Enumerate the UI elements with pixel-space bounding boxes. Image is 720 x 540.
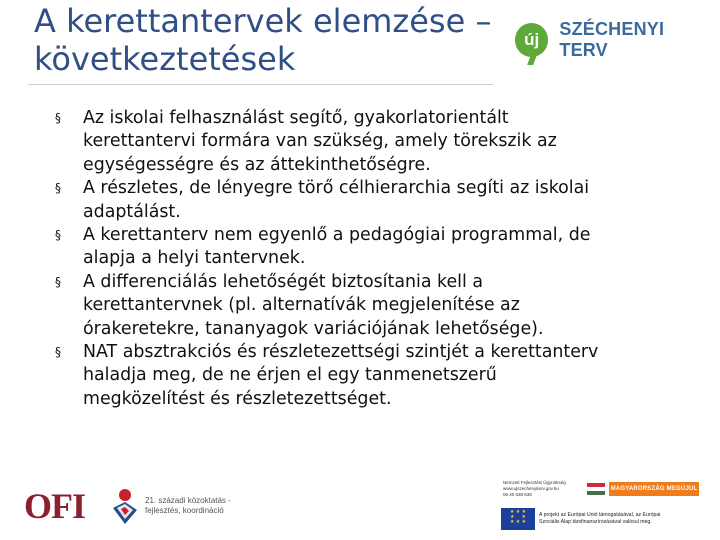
bullet-list — [55, 107, 695, 411]
bullet-line: órakeretekre, tananyagok variációjának lehetősége). — [83, 318, 544, 339]
t21-logo-text — [145, 496, 231, 516]
bullet-line: alapja a helyi tantervnek. — [83, 248, 306, 269]
eu-text-line-2: Szociális Alap társfinanszírozásával valósul meg. — [539, 519, 652, 525]
szechenyi-terv-text: SZÉCHENYI TERV — [559, 19, 665, 60]
bullet-marker-icon: § — [55, 111, 61, 125]
bullet-line: A differenciálás lehetőségét biztosítania kell a — [83, 271, 484, 292]
bullet-line: egységességre és az áttekinthetőségre. — [83, 154, 431, 175]
nfu-line-3: 06 40 638 638 — [503, 492, 532, 497]
bullet-line: kerettantervnek (pl. alternatívák megjelenítése az — [83, 295, 520, 316]
bullet-item — [55, 224, 695, 271]
t21-line-2: fejlesztés, koordináció — [145, 506, 224, 515]
bullet-line: kerettantervi formára van szükség, amely törekszik az — [83, 131, 557, 152]
ofi-logo-text: OFI — [24, 486, 86, 526]
bullet-line: Az iskolai felhasználást segítő, gyakorlatorientált — [83, 108, 509, 128]
magyarorszag-megujul-banner: MAGYARORSZÁG MEGÚJUL — [609, 482, 699, 496]
t21-logo-icon — [109, 486, 139, 526]
bullet-line: haladja meg, de ne érjen el egy tanmenetszerű — [83, 365, 497, 386]
bullet-line: A kerettanterv nem egyenlő a pedagógiai programmal, de — [83, 225, 591, 246]
bullet-item — [55, 107, 695, 177]
bullet-line: megközelítést és részletezettséget. — [83, 388, 392, 409]
bullet-marker-icon: § — [55, 274, 61, 289]
footer-funding-info — [495, 476, 715, 536]
eu-funding-text — [539, 512, 709, 526]
t21-logo — [109, 482, 249, 532]
bullet-marker-icon: § — [55, 228, 61, 243]
title-line-1: A kerettantervek elemzése – — [34, 2, 492, 40]
nfu-line-2: www.ujszechenyiterv.gov.hu — [503, 486, 559, 491]
t21-line-1: 21. századi közoktatás - — [145, 496, 231, 505]
bullet-line: NAT absztrakciós és részletezettségi szintjét a kerettanterv — [83, 342, 599, 363]
szechenyi-terv-mark: új — [524, 30, 540, 49]
szechenyi-terv-logo — [515, 18, 715, 62]
ofi-logo — [24, 487, 96, 525]
nfu-contact — [503, 480, 583, 498]
bullet-marker-icon: § — [55, 181, 61, 196]
bullet-item — [55, 341, 695, 411]
bullet-marker-icon: § — [55, 345, 61, 360]
title-divider — [28, 84, 493, 95]
eu-text-line-1: A projekt az Európai Unió támogatásával, az Európai — [539, 512, 661, 518]
footer-partner-logos — [24, 482, 244, 532]
bullet-line: A részletes, de lényegre törő célhierarchia segíti az iskolai — [83, 178, 590, 199]
bullet-item — [55, 177, 695, 224]
title-line-2: következtetések — [34, 40, 296, 78]
nfu-line-1: Nemzeti Fejlesztési Ügynökség — [503, 480, 566, 485]
bullet-item — [55, 271, 695, 341]
eu-flag-icon: ★ ★ ★ ★ ★ ★ ★ ★ — [501, 508, 535, 530]
slide-title — [34, 2, 504, 78]
szechenyi-terv-icon — [515, 23, 548, 57]
hungarian-flag-icon — [587, 483, 605, 495]
bullet-line: adaptálást. — [83, 201, 181, 222]
